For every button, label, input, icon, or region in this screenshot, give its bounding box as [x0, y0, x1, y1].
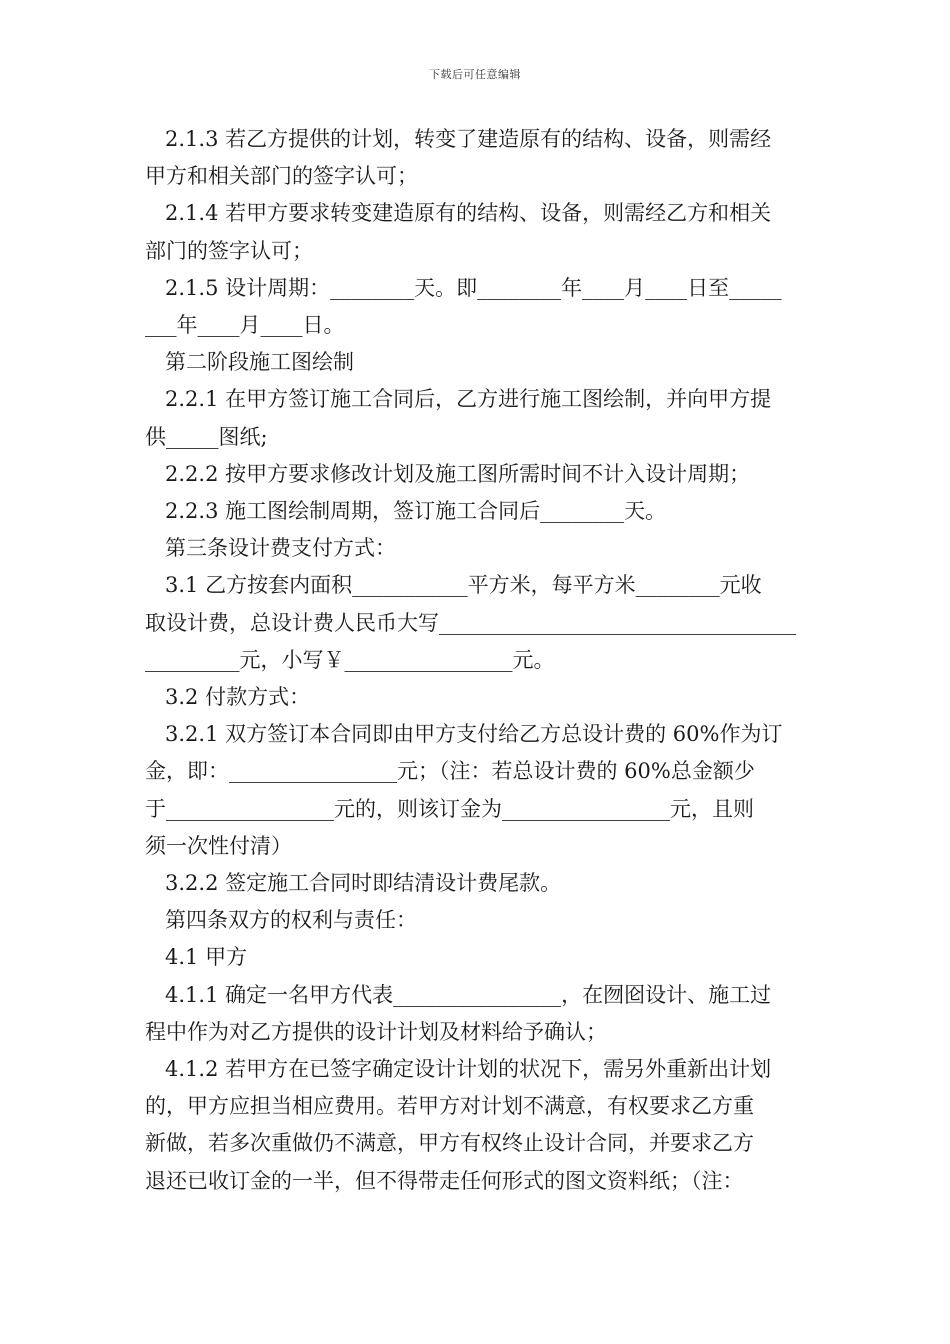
paragraph-line: 2.1.5 设计周期：________天。即________年____月____日至_____	[165, 275, 782, 300]
paragraph-2-1-3	[145, 121, 809, 195]
paragraph-line: 须一次性付清）	[145, 833, 292, 858]
paragraph-line: ___年____月____日。	[145, 313, 345, 338]
paragraph-line: 第二阶段施工图绘制	[165, 350, 354, 375]
paragraph-line: 3.2.2 签定施工合同时即结清设计费尾款。	[165, 871, 562, 896]
paragraph-line: 的，甲方应担当相应费用。若甲方对计划不满意，有权要求乙方重	[145, 1094, 754, 1119]
paragraph-2-1-5	[145, 270, 809, 344]
paragraph-line: 第四条双方的权利与责任：	[165, 908, 417, 933]
paragraph-3-1	[145, 567, 809, 679]
paragraph-line: 3.2 付款方式：	[165, 685, 311, 710]
paragraph-line: 3.1 乙方按套内面积___________平方米，每平方米________元收	[165, 573, 762, 598]
paragraph-4-1-1	[145, 977, 809, 1051]
paragraph-3-2	[145, 679, 809, 716]
paragraph-line: 2.2.3 施工图绘制周期，签订施工合同后________天。	[165, 499, 667, 524]
paragraph-line: _________元，小写￥________________元。	[145, 647, 555, 672]
paragraph-stage-2	[145, 344, 809, 381]
paragraph-line: 甲方和相关部门的签字认可；	[145, 164, 418, 189]
paragraph-4-1-2	[145, 1051, 809, 1200]
paragraph-line: 退还已收订金的一半，但不得带走任何形式的图文资料纸；（注：	[145, 1168, 744, 1193]
paragraph-line: 第三条设计费支付方式：	[165, 536, 396, 561]
paragraph-line: 2.1.4 若甲方要求转变建造原有的结构、设备，则需经乙方和相关	[165, 201, 772, 226]
document-body	[145, 121, 809, 1200]
paragraph-line: 金，即：________________元；（注：若总设计费的 60%总金额少	[145, 759, 755, 784]
paragraph-line: 3.2.1 双方签订本合同即由甲方支付给乙方总设计费的 60%作为订	[165, 722, 783, 747]
paragraph-line: 取设计费，总设计费人民币大写__________________________________	[145, 610, 796, 635]
paragraph-line: 2.2.1 在甲方签订施工合同后，乙方进行施工图绘制，并向甲方提	[165, 387, 772, 412]
paragraph-line: 4.1.2 若甲方在已签字确定设计计划的状况下，需另外重新出计划	[165, 1057, 772, 1082]
paragraph-article-3	[145, 530, 809, 567]
paragraph-line: 4.1 甲方	[165, 945, 248, 970]
page-header: 下载后可任意编辑	[429, 68, 521, 81]
paragraph-line: 部门的签字认可；	[145, 238, 313, 263]
paragraph-4-1	[145, 939, 809, 976]
paragraph-line: 程中作为对乙方提供的设计计划及材料给予确认；	[145, 1019, 607, 1044]
paragraph-line: 新做，若多次重做仍不满意，甲方有权终止设计合同，并要求乙方	[145, 1131, 754, 1156]
paragraph-line: 4.1.1 确定一名甲方代表________________，在囫囵设计、施工过	[165, 982, 772, 1007]
paragraph-3-2-2	[145, 865, 809, 902]
paragraph-article-4	[145, 902, 809, 939]
paragraph-2-2-3	[145, 493, 809, 530]
paragraph-2-2-1	[145, 381, 809, 455]
paragraph-line: 2.2.2 按甲方要求修改计划及施工图所需时间不计入设计周期；	[165, 461, 751, 486]
paragraph-3-2-1	[145, 716, 809, 865]
paragraph-line: 2.1.3 若乙方提供的计划，转变了建造原有的结构、设备，则需经	[165, 127, 772, 151]
paragraph-line: 供_____图纸;	[145, 424, 268, 449]
paragraph-2-2-2	[145, 456, 809, 493]
paragraph-line: 于________________元的，则该订金为________________元，且则	[145, 796, 754, 821]
paragraph-2-1-4	[145, 195, 809, 269]
